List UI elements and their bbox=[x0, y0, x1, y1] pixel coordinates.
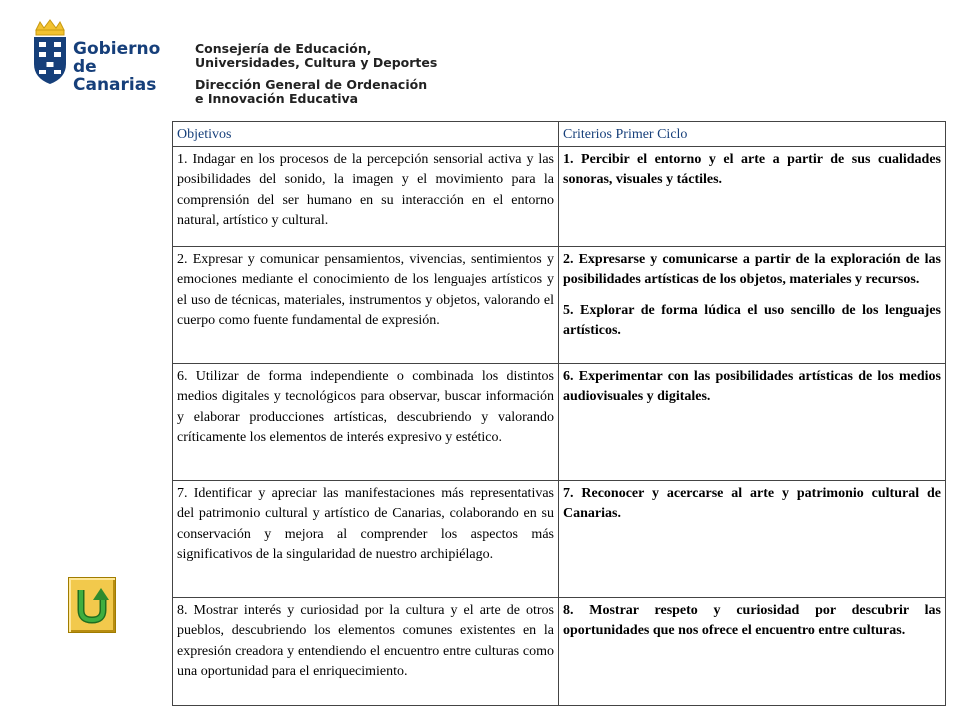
objective-cell: 6. Utilizar de forma independiente o combinada los distintos medios digitales y tecnológicos para observar, buscar información y elaborar producciones artísticas, descubriendo y valorando críticamente los elementos de interés expresivo y estético. bbox=[173, 363, 559, 480]
criteria-cell bbox=[559, 597, 946, 705]
table-row bbox=[173, 363, 946, 480]
column-header-criteria: Criterios Primer Ciclo bbox=[559, 122, 946, 147]
table-row bbox=[173, 480, 946, 597]
column-header-objectives: Objetivos bbox=[173, 122, 559, 147]
criterion-text: 2. Expresarse y comunicarse a partir de la exploración de las posibilidades artísticas de los objetos, materiales y recursos. bbox=[563, 251, 941, 287]
criteria-cell bbox=[559, 146, 946, 246]
coat-of-arms-icon bbox=[30, 18, 70, 86]
back-button[interactable] bbox=[68, 577, 116, 633]
criteria-cell bbox=[559, 363, 946, 480]
criterion-text: 8. Mostrar respeto y curiosidad por descubrir las oportunidades que nos ofrece el encuentro entre culturas. bbox=[563, 602, 941, 638]
criterion-text: 5. Explorar de forma lúdica el uso sencillo de los lenguajes artísticos. bbox=[563, 302, 941, 338]
objective-cell: 1. Indagar en los procesos de la percepción sensorial activa y las posibilidades del sonido, la imagen y el movimiento para la comprensión del ser humano en su interacción en el entorno natural, artístico y cultural. bbox=[173, 146, 559, 246]
department-name: Consejería de Educación, Universidades, Cultura y Deportes Dirección General de Ordenación e Innovación Educativa bbox=[195, 41, 438, 106]
criteria-cell bbox=[559, 480, 946, 597]
criterion-text: 7. Reconocer y acercarse al arte y patrimonio cultural de Canarias. bbox=[563, 485, 941, 521]
brand-name: Gobierno de Canarias bbox=[73, 39, 161, 95]
objective-cell: 2. Expresar y comunicar pensamientos, vivencias, sentimientos y emociones mediante el conocimiento de los lenguajes artísticos y el uso de técnicas, materiales, instrumentos y objetos, valorando el cuerpo como fuente fundamental de expresión. bbox=[173, 246, 559, 363]
criterion-text: 1. Percibir el entorno y el arte a partir de sus cualidades sonoras, visuales y táctiles. bbox=[563, 151, 941, 187]
criteria-cell bbox=[559, 246, 946, 363]
objective-cell: 7. Identificar y apreciar las manifestaciones más representativas del patrimonio cultural y artístico de Canarias, colaborando en su conservación y mejora al comprender los aspectos más significativos de la singularidad de nuestro archipiélago. bbox=[173, 480, 559, 597]
criterion-text: 6. Experimentar con las posibilidades artísticas de los medios audiovisuales y digitales. bbox=[563, 368, 941, 404]
u-turn-back-arrow-icon bbox=[75, 586, 109, 624]
table-row bbox=[173, 597, 946, 705]
objectives-criteria-table bbox=[172, 121, 946, 706]
table-row bbox=[173, 246, 946, 363]
table-row bbox=[173, 146, 946, 246]
table-header-row bbox=[173, 122, 946, 147]
objective-cell: 8. Mostrar interés y curiosidad por la cultura y el arte de otros pueblos, descubriendo los elementos comunes existentes en la expresión creadora y entendiendo el encuentro entre culturas como una oportunidad para el enriquecimiento. bbox=[173, 597, 559, 705]
gobierno-canarias-logo bbox=[30, 18, 170, 95]
